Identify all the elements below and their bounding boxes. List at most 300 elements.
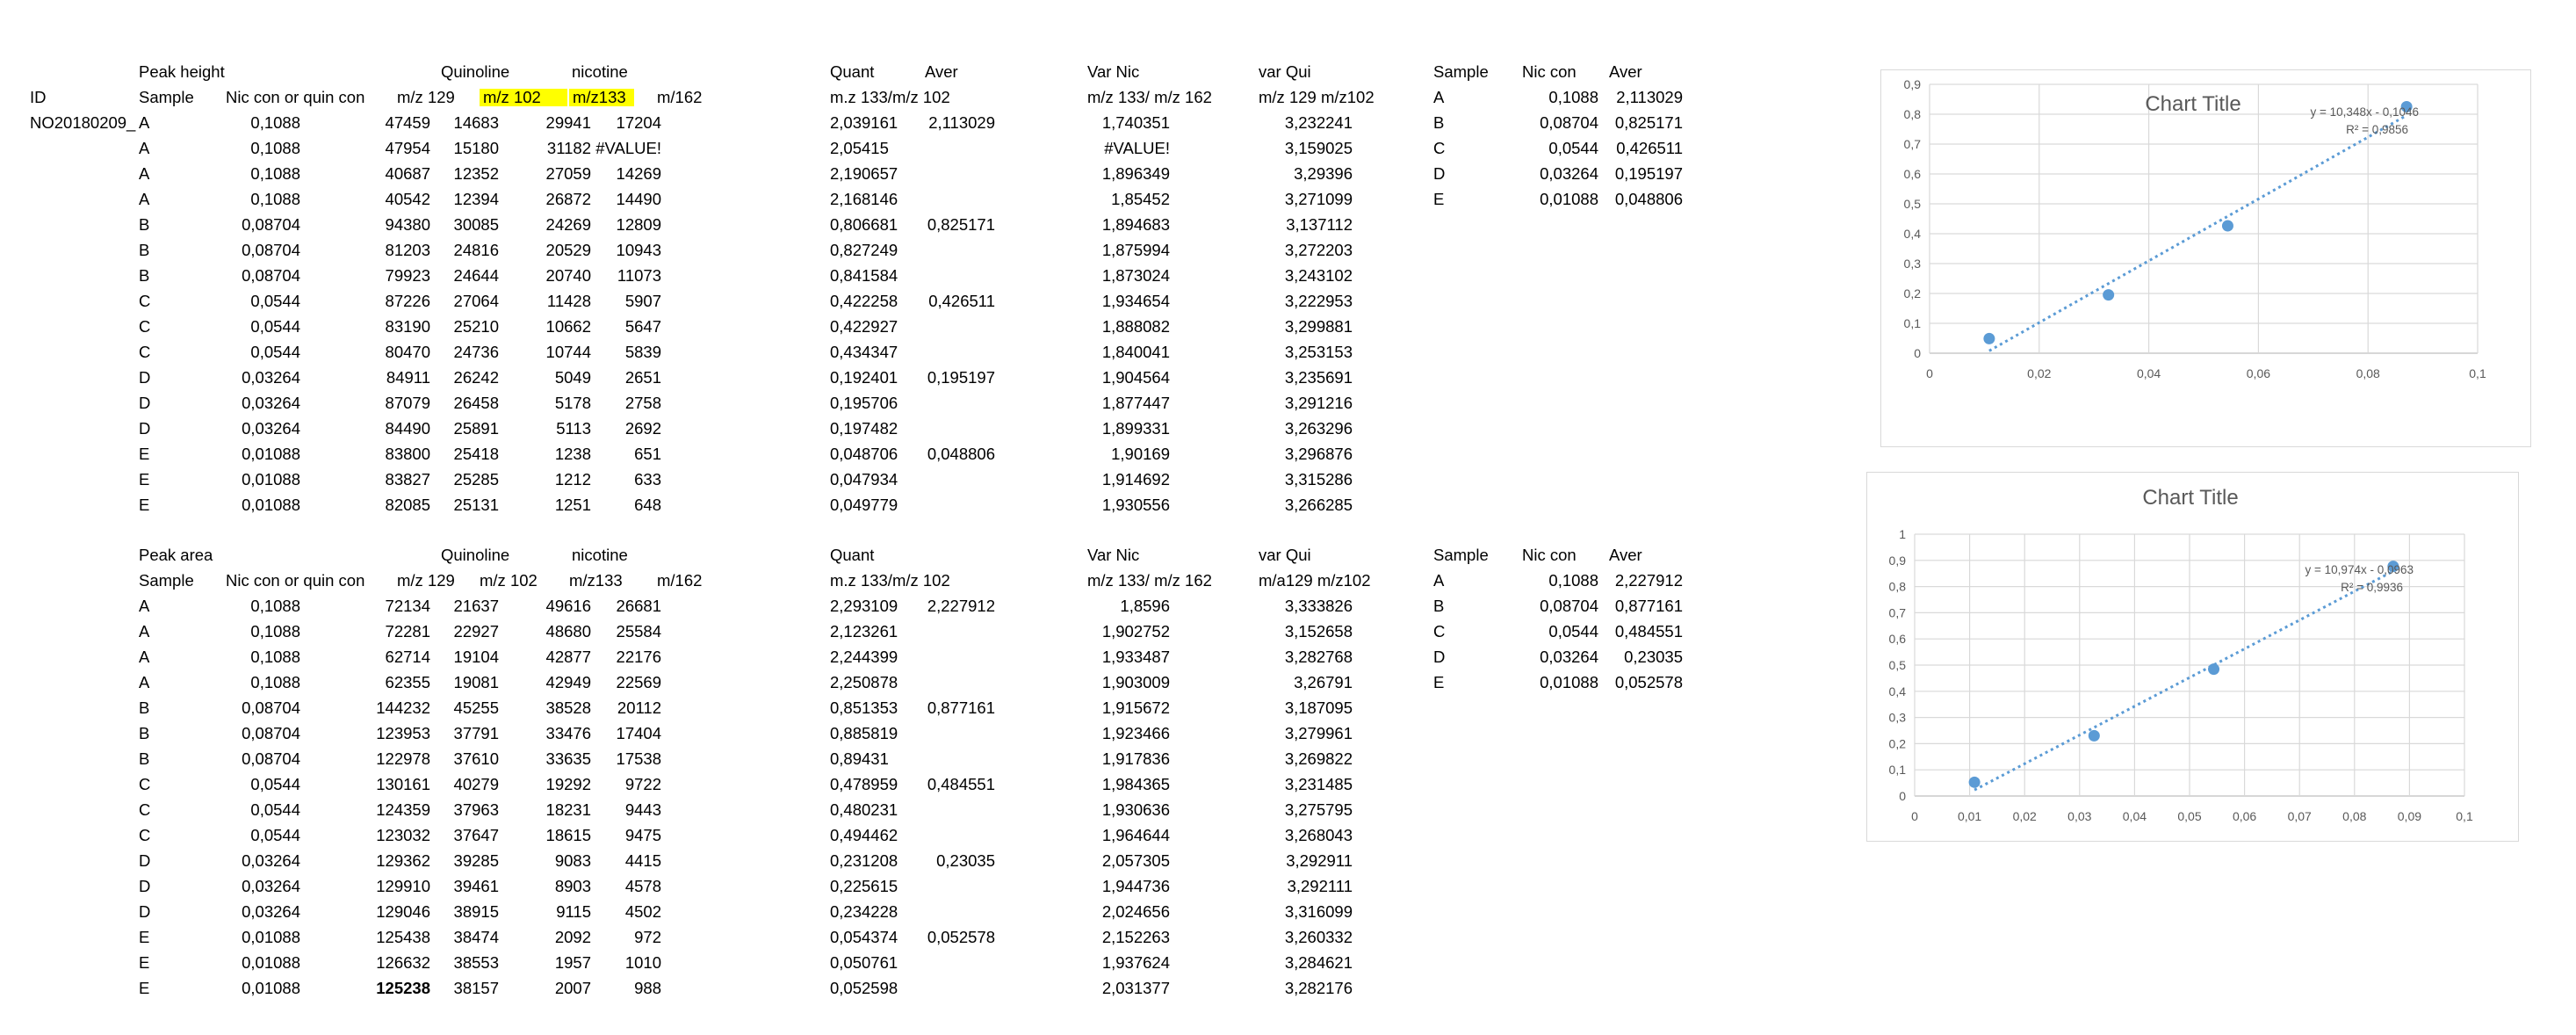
mz102-cell[interactable]: 25131 — [453, 496, 499, 514]
quant-cell[interactable]: 0,054374 — [830, 928, 898, 946]
mz162-cell[interactable]: 9475 — [624, 826, 661, 844]
mz133-cell[interactable]: 33635 — [545, 749, 591, 768]
conc-cell[interactable]: 0,03264 — [242, 902, 300, 921]
mz102-cell[interactable]: 39461 — [453, 877, 499, 895]
mz133-cell[interactable]: 26872 — [545, 190, 591, 208]
varnic-cell[interactable]: #VALUE! — [1104, 139, 1170, 157]
mz133-cell[interactable]: 10744 — [545, 343, 591, 361]
mz129-cell[interactable]: 144232 — [376, 698, 430, 717]
sample-cell[interactable]: A — [139, 648, 150, 666]
mz133-cell[interactable]: 24269 — [545, 215, 591, 234]
col-mz102-header[interactable]: m/z 102 — [480, 571, 538, 590]
col-varqui-header[interactable]: var Qui — [1259, 62, 1311, 81]
mz102-cell[interactable]: 30085 — [453, 215, 499, 234]
col-varqui-sub-header[interactable]: m/z 129 m/z102 — [1259, 88, 1375, 106]
varqui-cell[interactable]: 3,263296 — [1284, 419, 1353, 438]
quant-cell[interactable]: 0,841584 — [830, 266, 898, 285]
conc-cell[interactable]: 0,1088 — [250, 648, 300, 666]
mz102-cell[interactable]: 21637 — [453, 597, 499, 615]
mz102-cell[interactable]: 25891 — [453, 419, 499, 438]
mz102-cell[interactable]: 45255 — [453, 698, 499, 717]
varnic-cell[interactable]: 1,964644 — [1101, 826, 1170, 844]
varnic-cell[interactable]: 1,740351 — [1101, 113, 1170, 132]
varnic-cell[interactable]: 1,937624 — [1101, 953, 1170, 972]
varqui-cell[interactable]: 3,29396 — [1294, 164, 1353, 183]
mz162-cell[interactable]: 11073 — [617, 266, 661, 285]
mz162-cell[interactable]: 14269 — [616, 164, 661, 183]
mz102-cell[interactable]: 37963 — [453, 800, 499, 819]
sample-cell[interactable]: C — [139, 317, 151, 336]
varnic-cell[interactable]: 2,057305 — [1101, 851, 1170, 870]
mz133-cell[interactable]: 5113 — [556, 419, 591, 438]
mz129-cell[interactable]: 130161 — [376, 775, 430, 793]
mz129-cell[interactable]: 83827 — [385, 470, 430, 489]
group-nicotine[interactable]: nicotine — [572, 62, 628, 81]
col-quant-sub-header[interactable]: m.z 133/m/z 102 — [830, 88, 950, 106]
quant-cell[interactable]: 0,234228 — [830, 902, 898, 921]
mz162-cell[interactable]: 25584 — [616, 622, 661, 641]
varnic-cell[interactable]: 1,923466 — [1101, 724, 1170, 742]
varqui-cell[interactable]: 3,266285 — [1284, 496, 1353, 514]
mz102-cell[interactable]: 24736 — [453, 343, 499, 361]
mz133-cell[interactable]: 11428 — [546, 292, 591, 310]
sample-cell[interactable]: E — [139, 979, 150, 997]
col-varqui-sub-header[interactable]: m/a129 m/z102 — [1259, 571, 1371, 590]
sample-cell[interactable]: B — [139, 724, 150, 742]
col-mz133-header[interactable]: m/z133 — [569, 571, 623, 590]
varnic-cell[interactable]: 1,899331 — [1101, 419, 1170, 438]
mz102-cell[interactable]: 12352 — [453, 164, 499, 183]
mz162-cell[interactable]: 648 — [634, 496, 661, 514]
mz129-cell[interactable]: 129362 — [376, 851, 430, 870]
summary-sample-cell[interactable]: A — [1433, 88, 1445, 106]
quant-cell[interactable]: 0,192401 — [830, 368, 898, 387]
col-sample-header[interactable]: Sample — [139, 88, 194, 106]
summary-sample-cell[interactable]: A — [1433, 571, 1445, 590]
summary-sample-cell[interactable]: E — [1433, 190, 1445, 208]
conc-cell[interactable]: 0,01088 — [242, 979, 300, 997]
col-varnic-sub-header[interactable]: m/z 133/ m/z 162 — [1087, 571, 1212, 590]
mz102-cell[interactable]: 25210 — [453, 317, 499, 336]
varqui-cell[interactable]: 3,159025 — [1284, 139, 1353, 157]
varqui-cell[interactable]: 3,253153 — [1284, 343, 1353, 361]
aver-cell[interactable]: 0,426511 — [928, 292, 995, 310]
mz133-cell[interactable]: 10662 — [545, 317, 591, 336]
quant-cell[interactable]: 0,434347 — [830, 343, 898, 361]
conc-cell[interactable]: 0,0544 — [250, 317, 300, 336]
varnic-cell[interactable]: 1,903009 — [1101, 673, 1170, 691]
col-conc-header[interactable]: Nic con or quin con — [226, 88, 365, 106]
conc-cell[interactable]: 0,01088 — [242, 953, 300, 972]
aver-cell[interactable]: 0,052578 — [927, 928, 995, 946]
aver-cell[interactable]: 0,877161 — [927, 698, 995, 717]
varqui-cell[interactable]: 3,272203 — [1284, 241, 1353, 259]
mz133-cell[interactable]: 49616 — [545, 597, 591, 615]
conc-cell[interactable]: 0,01088 — [242, 470, 300, 489]
conc-cell[interactable]: 0,1088 — [250, 139, 300, 157]
sample-cell[interactable]: D — [139, 394, 151, 412]
varqui-cell[interactable]: 3,187095 — [1284, 698, 1353, 717]
varnic-cell[interactable]: 1,930636 — [1101, 800, 1170, 819]
mz129-cell[interactable]: 84911 — [386, 368, 430, 387]
sample-cell[interactable]: D — [139, 368, 151, 387]
mz102-cell[interactable]: 12394 — [453, 190, 499, 208]
quant-cell[interactable]: 0,047934 — [830, 470, 898, 489]
mz133-cell[interactable]: 18231 — [545, 800, 591, 819]
conc-cell[interactable]: 0,08704 — [242, 749, 300, 768]
varnic-cell[interactable]: 1,877447 — [1101, 394, 1170, 412]
mz133-cell[interactable]: 20529 — [545, 241, 591, 259]
mz129-cell[interactable]: 94380 — [385, 215, 430, 234]
summary-aver-cell[interactable]: 0,23035 — [1624, 648, 1683, 666]
mz162-cell[interactable]: 14490 — [616, 190, 661, 208]
varnic-cell[interactable]: 1,914692 — [1101, 470, 1170, 489]
mz102-cell[interactable]: 19104 — [453, 648, 499, 666]
summary-aver-cell[interactable]: 0,052578 — [1614, 673, 1683, 691]
summary-sample-cell[interactable]: C — [1433, 622, 1446, 641]
varqui-cell[interactable]: 3,231485 — [1284, 775, 1353, 793]
mz129-cell[interactable]: 124359 — [376, 800, 430, 819]
mz102-cell[interactable]: 15180 — [453, 139, 499, 157]
mz133-cell[interactable]: 8903 — [554, 877, 591, 895]
conc-cell[interactable]: 0,08704 — [242, 724, 300, 742]
quant-cell[interactable]: 0,422927 — [830, 317, 898, 336]
sample-cell[interactable]: A — [139, 190, 150, 208]
group-quinoline[interactable]: Quinoline — [441, 546, 510, 564]
varqui-cell[interactable]: 3,299881 — [1284, 317, 1353, 336]
varqui-cell[interactable]: 3,235691 — [1284, 368, 1353, 387]
conc-cell[interactable]: 0,03264 — [242, 851, 300, 870]
varqui-cell[interactable]: 3,269822 — [1284, 749, 1353, 768]
sample-cell[interactable]: D — [139, 851, 151, 870]
mz133-cell[interactable]: 9083 — [554, 851, 591, 870]
summary-sample-cell[interactable]: D — [1433, 648, 1446, 666]
varnic-cell[interactable]: 1,902752 — [1101, 622, 1170, 641]
varqui-cell[interactable]: 3,260332 — [1284, 928, 1353, 946]
summary-niccon-cell[interactable]: 0,0544 — [1548, 622, 1598, 641]
mz129-cell[interactable]: 129910 — [376, 877, 430, 895]
mz129-cell[interactable]: 83190 — [385, 317, 430, 336]
mz129-cell[interactable]: 129046 — [376, 902, 430, 921]
summary-aver-cell[interactable]: 0,195197 — [1614, 164, 1683, 183]
mz162-cell[interactable]: 10943 — [616, 241, 661, 259]
peak-title[interactable]: Peak area — [139, 546, 213, 564]
mz102-cell[interactable]: 38474 — [453, 928, 499, 946]
summary-niccon-cell[interactable]: 0,01088 — [1540, 673, 1598, 691]
mz129-cell[interactable]: 47954 — [385, 139, 430, 157]
conc-cell[interactable]: 0,03264 — [242, 877, 300, 895]
varnic-cell[interactable]: 1,894683 — [1101, 215, 1170, 234]
varnic-cell[interactable]: 1,873024 — [1101, 266, 1170, 285]
summary-sample-cell[interactable]: C — [1433, 139, 1446, 157]
mz162-cell[interactable]: 4502 — [624, 902, 661, 921]
conc-cell[interactable]: 0,01088 — [242, 445, 300, 463]
varqui-cell[interactable]: 3,291216 — [1284, 394, 1353, 412]
col-varnic-header[interactable]: Var Nic — [1087, 546, 1140, 564]
conc-cell[interactable]: 0,1088 — [250, 190, 300, 208]
sample-cell[interactable]: B — [139, 241, 150, 259]
varqui-cell[interactable]: 3,315286 — [1284, 470, 1353, 489]
sample-cell[interactable]: C — [139, 292, 151, 310]
mz133-cell[interactable]: 31182 — [546, 139, 591, 157]
sample-cell[interactable]: A — [139, 673, 150, 691]
mz133-cell[interactable]: 9115 — [556, 902, 591, 921]
mz129-cell[interactable]: 80470 — [385, 343, 430, 361]
col-mz133-header[interactable]: m/z133 — [569, 89, 634, 106]
mz133-cell[interactable]: 1957 — [554, 953, 591, 972]
mz162-cell[interactable]: 9722 — [624, 775, 661, 793]
summary-niccon-cell[interactable]: 0,03264 — [1540, 164, 1598, 183]
varqui-cell[interactable]: 3,282768 — [1284, 648, 1353, 666]
conc-cell[interactable]: 0,03264 — [242, 419, 300, 438]
summary-niccon-cell[interactable]: 0,08704 — [1540, 597, 1598, 615]
varqui-cell[interactable]: 3,296876 — [1284, 445, 1353, 463]
summary-niccon-cell[interactable]: 0,01088 — [1540, 190, 1598, 208]
varqui-cell[interactable]: 3,292911 — [1286, 851, 1353, 870]
varqui-cell[interactable]: 3,292111 — [1287, 877, 1353, 895]
conc-cell[interactable]: 0,0544 — [250, 800, 300, 819]
quant-cell[interactable]: 0,231208 — [830, 851, 898, 870]
mz102-cell[interactable]: 37791 — [453, 724, 499, 742]
varqui-cell[interactable]: 3,275795 — [1284, 800, 1353, 819]
aver-cell[interactable]: 2,227912 — [927, 597, 995, 615]
summary-niccon-header[interactable]: Nic con — [1522, 62, 1577, 81]
peak-title[interactable]: Peak height — [139, 62, 225, 81]
col-mz129-header[interactable]: m/z 129 — [397, 571, 455, 590]
quant-cell[interactable]: 2,244399 — [830, 648, 898, 666]
sample-id-cell[interactable]: NO20180209_ — [30, 113, 136, 132]
col-conc-header[interactable]: Nic con or quin con — [226, 571, 365, 590]
group-quinoline[interactable]: Quinoline — [441, 62, 510, 81]
mz162-cell[interactable]: 4578 — [624, 877, 661, 895]
mz133-cell[interactable]: 29941 — [545, 113, 591, 132]
conc-cell[interactable]: 0,0544 — [250, 826, 300, 844]
quant-cell[interactable]: 0,422258 — [830, 292, 898, 310]
mz133-cell[interactable]: 1212 — [554, 470, 591, 489]
varqui-cell[interactable]: 3,268043 — [1284, 826, 1353, 844]
mz102-cell[interactable]: 22927 — [453, 622, 499, 641]
mz133-cell[interactable]: 38528 — [545, 698, 591, 717]
quant-cell[interactable]: 2,168146 — [830, 190, 898, 208]
group-nicotine[interactable]: nicotine — [572, 546, 628, 564]
mz129-cell[interactable]: 79923 — [385, 266, 430, 285]
conc-cell[interactable]: 0,0544 — [250, 292, 300, 310]
sample-cell[interactable]: B — [139, 698, 150, 717]
summary-aver-header[interactable]: Aver — [1609, 546, 1642, 564]
conc-cell[interactable]: 0,08704 — [242, 266, 300, 285]
mz162-cell[interactable]: 17538 — [616, 749, 661, 768]
mz102-cell[interactable]: 14683 — [453, 113, 499, 132]
mz162-cell[interactable]: 5647 — [624, 317, 661, 336]
mz162-cell[interactable]: 651 — [634, 445, 661, 463]
conc-cell[interactable]: 0,01088 — [242, 928, 300, 946]
mz102-cell[interactable]: 24816 — [453, 241, 499, 259]
mz162-cell[interactable]: 2692 — [624, 419, 661, 438]
col-sample-header[interactable]: Sample — [139, 571, 194, 590]
conc-cell[interactable]: 0,1088 — [250, 622, 300, 641]
sample-cell[interactable]: C — [139, 775, 151, 793]
quant-cell[interactable]: 0,197482 — [830, 419, 898, 438]
conc-cell[interactable]: 0,08704 — [242, 241, 300, 259]
mz102-cell[interactable]: 25418 — [453, 445, 499, 463]
mz129-cell[interactable]: 87226 — [385, 292, 430, 310]
mz129-cell[interactable]: 72281 — [385, 622, 430, 641]
varqui-cell[interactable]: 3,137112 — [1286, 215, 1353, 234]
summary-aver-header[interactable]: Aver — [1609, 62, 1642, 81]
mz133-cell[interactable]: 5178 — [554, 394, 591, 412]
quant-cell[interactable]: 2,293109 — [830, 597, 898, 615]
varnic-cell[interactable]: 1,934654 — [1101, 292, 1170, 310]
aver-cell[interactable]: 0,195197 — [927, 368, 995, 387]
col-varqui-header[interactable]: var Qui — [1259, 546, 1311, 564]
summary-niccon-cell[interactable]: 0,08704 — [1540, 113, 1598, 132]
mz129-cell[interactable]: 122978 — [376, 749, 430, 768]
varnic-cell[interactable]: 1,930556 — [1101, 496, 1170, 514]
sample-cell[interactable]: A — [139, 622, 150, 641]
mz133-cell[interactable]: 18615 — [545, 826, 591, 844]
mz162-cell[interactable]: #VALUE! — [595, 139, 661, 157]
mz102-cell[interactable]: 37647 — [453, 826, 499, 844]
summary-niccon-cell[interactable]: 0,1088 — [1548, 571, 1598, 590]
varqui-cell[interactable]: 3,316099 — [1284, 902, 1353, 921]
conc-cell[interactable]: 0,08704 — [242, 698, 300, 717]
summary-niccon-cell[interactable]: 0,03264 — [1540, 648, 1598, 666]
quant-cell[interactable]: 0,478959 — [830, 775, 898, 793]
mz133-cell[interactable]: 19292 — [545, 775, 591, 793]
mz102-cell[interactable]: 26242 — [453, 368, 499, 387]
varnic-cell[interactable]: 1,888082 — [1101, 317, 1170, 336]
mz133-cell[interactable]: 1251 — [554, 496, 591, 514]
aver-cell[interactable]: 0,23035 — [936, 851, 995, 870]
summary-aver-cell[interactable]: 2,227912 — [1614, 571, 1683, 590]
quant-cell[interactable]: 0,89431 — [830, 749, 889, 768]
mz133-cell[interactable]: 48680 — [545, 622, 591, 641]
summary-aver-cell[interactable]: 0,048806 — [1614, 190, 1683, 208]
quant-cell[interactable]: 0,050761 — [830, 953, 898, 972]
mz102-cell[interactable]: 38157 — [453, 979, 499, 997]
mz162-cell[interactable]: 988 — [634, 979, 661, 997]
sample-cell[interactable]: A — [139, 139, 150, 157]
mz129-cell[interactable]: 81203 — [385, 241, 430, 259]
conc-cell[interactable]: 0,01088 — [242, 496, 300, 514]
varqui-cell[interactable]: 3,243102 — [1284, 266, 1353, 285]
quant-cell[interactable]: 2,039161 — [830, 113, 898, 132]
summary-aver-cell[interactable]: 0,825171 — [1614, 113, 1683, 132]
sample-cell[interactable]: E — [139, 445, 150, 463]
mz129-cell[interactable]: 82085 — [385, 496, 430, 514]
mz133-cell[interactable]: 5049 — [554, 368, 591, 387]
mz129-cell[interactable]: 47459 — [385, 113, 430, 132]
mz162-cell[interactable]: 1010 — [624, 953, 661, 972]
varnic-cell[interactable]: 1,90169 — [1111, 445, 1170, 463]
mz133-cell[interactable]: 2092 — [554, 928, 591, 946]
col-mz162-header[interactable]: m/162 — [657, 571, 703, 590]
col-mz162-header[interactable]: m/162 — [657, 88, 703, 106]
col-varnic-sub-header[interactable]: m/z 133/ m/z 162 — [1087, 88, 1212, 106]
sample-cell[interactable]: D — [139, 419, 151, 438]
mz129-cell[interactable]: 126632 — [376, 953, 430, 972]
mz102-cell[interactable]: 24644 — [453, 266, 499, 285]
sample-cell[interactable]: C — [139, 343, 151, 361]
conc-cell[interactable]: 0,1088 — [250, 673, 300, 691]
mz133-cell[interactable]: 42949 — [545, 673, 591, 691]
varqui-cell[interactable]: 3,222953 — [1284, 292, 1353, 310]
sample-cell[interactable]: A — [139, 113, 150, 132]
summary-niccon-cell[interactable]: 0,0544 — [1548, 139, 1598, 157]
conc-cell[interactable]: 0,03264 — [242, 394, 300, 412]
mz162-cell[interactable]: 633 — [634, 470, 661, 489]
conc-cell[interactable]: 0,1088 — [250, 164, 300, 183]
conc-cell[interactable]: 0,0544 — [250, 775, 300, 793]
varnic-cell[interactable]: 1,944736 — [1101, 877, 1170, 895]
mz133-cell[interactable]: 42877 — [545, 648, 591, 666]
quant-cell[interactable]: 0,225615 — [830, 877, 898, 895]
sample-cell[interactable]: E — [139, 953, 150, 972]
quant-cell[interactable]: 2,05415 — [830, 139, 889, 157]
sample-cell[interactable]: D — [139, 902, 151, 921]
mz102-cell[interactable]: 37610 — [453, 749, 499, 768]
varnic-cell[interactable]: 2,152263 — [1101, 928, 1170, 946]
mz162-cell[interactable]: 17204 — [616, 113, 661, 132]
summary-sample-cell[interactable]: B — [1433, 113, 1445, 132]
mz129-cell[interactable]: 40687 — [385, 164, 430, 183]
varqui-cell[interactable]: 3,333826 — [1284, 597, 1353, 615]
mz129-cell[interactable]: 72134 — [385, 597, 430, 615]
mz162-cell[interactable]: 26681 — [616, 597, 661, 615]
summary-aver-cell[interactable]: 0,484551 — [1614, 622, 1683, 641]
varnic-cell[interactable]: 1,85452 — [1111, 190, 1170, 208]
varqui-cell[interactable]: 3,152658 — [1284, 622, 1353, 641]
mz129-cell[interactable]: 123953 — [376, 724, 430, 742]
col-varnic-header[interactable]: Var Nic — [1087, 62, 1140, 81]
varnic-cell[interactable]: 1,8596 — [1120, 597, 1170, 615]
id-header[interactable]: ID — [30, 88, 47, 106]
sample-cell[interactable]: E — [139, 470, 150, 489]
sample-cell[interactable]: E — [139, 496, 150, 514]
quant-cell[interactable]: 2,123261 — [830, 622, 898, 641]
quant-cell[interactable]: 0,806681 — [830, 215, 898, 234]
varqui-cell[interactable]: 3,271099 — [1284, 190, 1353, 208]
summary-niccon-cell[interactable]: 0,1088 — [1548, 88, 1598, 106]
varqui-cell[interactable]: 3,26791 — [1294, 673, 1353, 691]
mz133-cell[interactable]: 2007 — [554, 979, 591, 997]
sample-cell[interactable]: E — [139, 928, 150, 946]
mz102-cell[interactable]: 38553 — [453, 953, 499, 972]
summary-sample-header[interactable]: Sample — [1433, 62, 1489, 81]
summary-aver-cell[interactable]: 0,426511 — [1616, 139, 1683, 157]
mz129-cell[interactable]: 87079 — [385, 394, 430, 412]
sample-cell[interactable]: D — [139, 877, 151, 895]
sample-cell[interactable]: B — [139, 215, 150, 234]
aver-cell[interactable]: 0,048806 — [927, 445, 995, 463]
summary-aver-cell[interactable]: 2,113029 — [1616, 88, 1683, 106]
mz102-cell[interactable]: 40279 — [453, 775, 499, 793]
summary-sample-cell[interactable]: D — [1433, 164, 1446, 183]
varnic-cell[interactable]: 1,984365 — [1101, 775, 1170, 793]
varnic-cell[interactable]: 1,840041 — [1101, 343, 1170, 361]
mz133-cell[interactable]: 1238 — [554, 445, 591, 463]
mz162-cell[interactable]: 9443 — [624, 800, 661, 819]
quant-cell[interactable]: 0,052598 — [830, 979, 898, 997]
varnic-cell[interactable]: 2,031377 — [1101, 979, 1170, 997]
mz129-cell[interactable]: 125238 — [376, 979, 430, 997]
conc-cell[interactable]: 0,08704 — [242, 215, 300, 234]
mz133-cell[interactable]: 20740 — [545, 266, 591, 285]
mz102-cell[interactable]: 26458 — [453, 394, 499, 412]
sample-cell[interactable]: C — [139, 800, 151, 819]
summary-sample-header[interactable]: Sample — [1433, 546, 1489, 564]
quant-cell[interactable]: 0,049779 — [830, 496, 898, 514]
